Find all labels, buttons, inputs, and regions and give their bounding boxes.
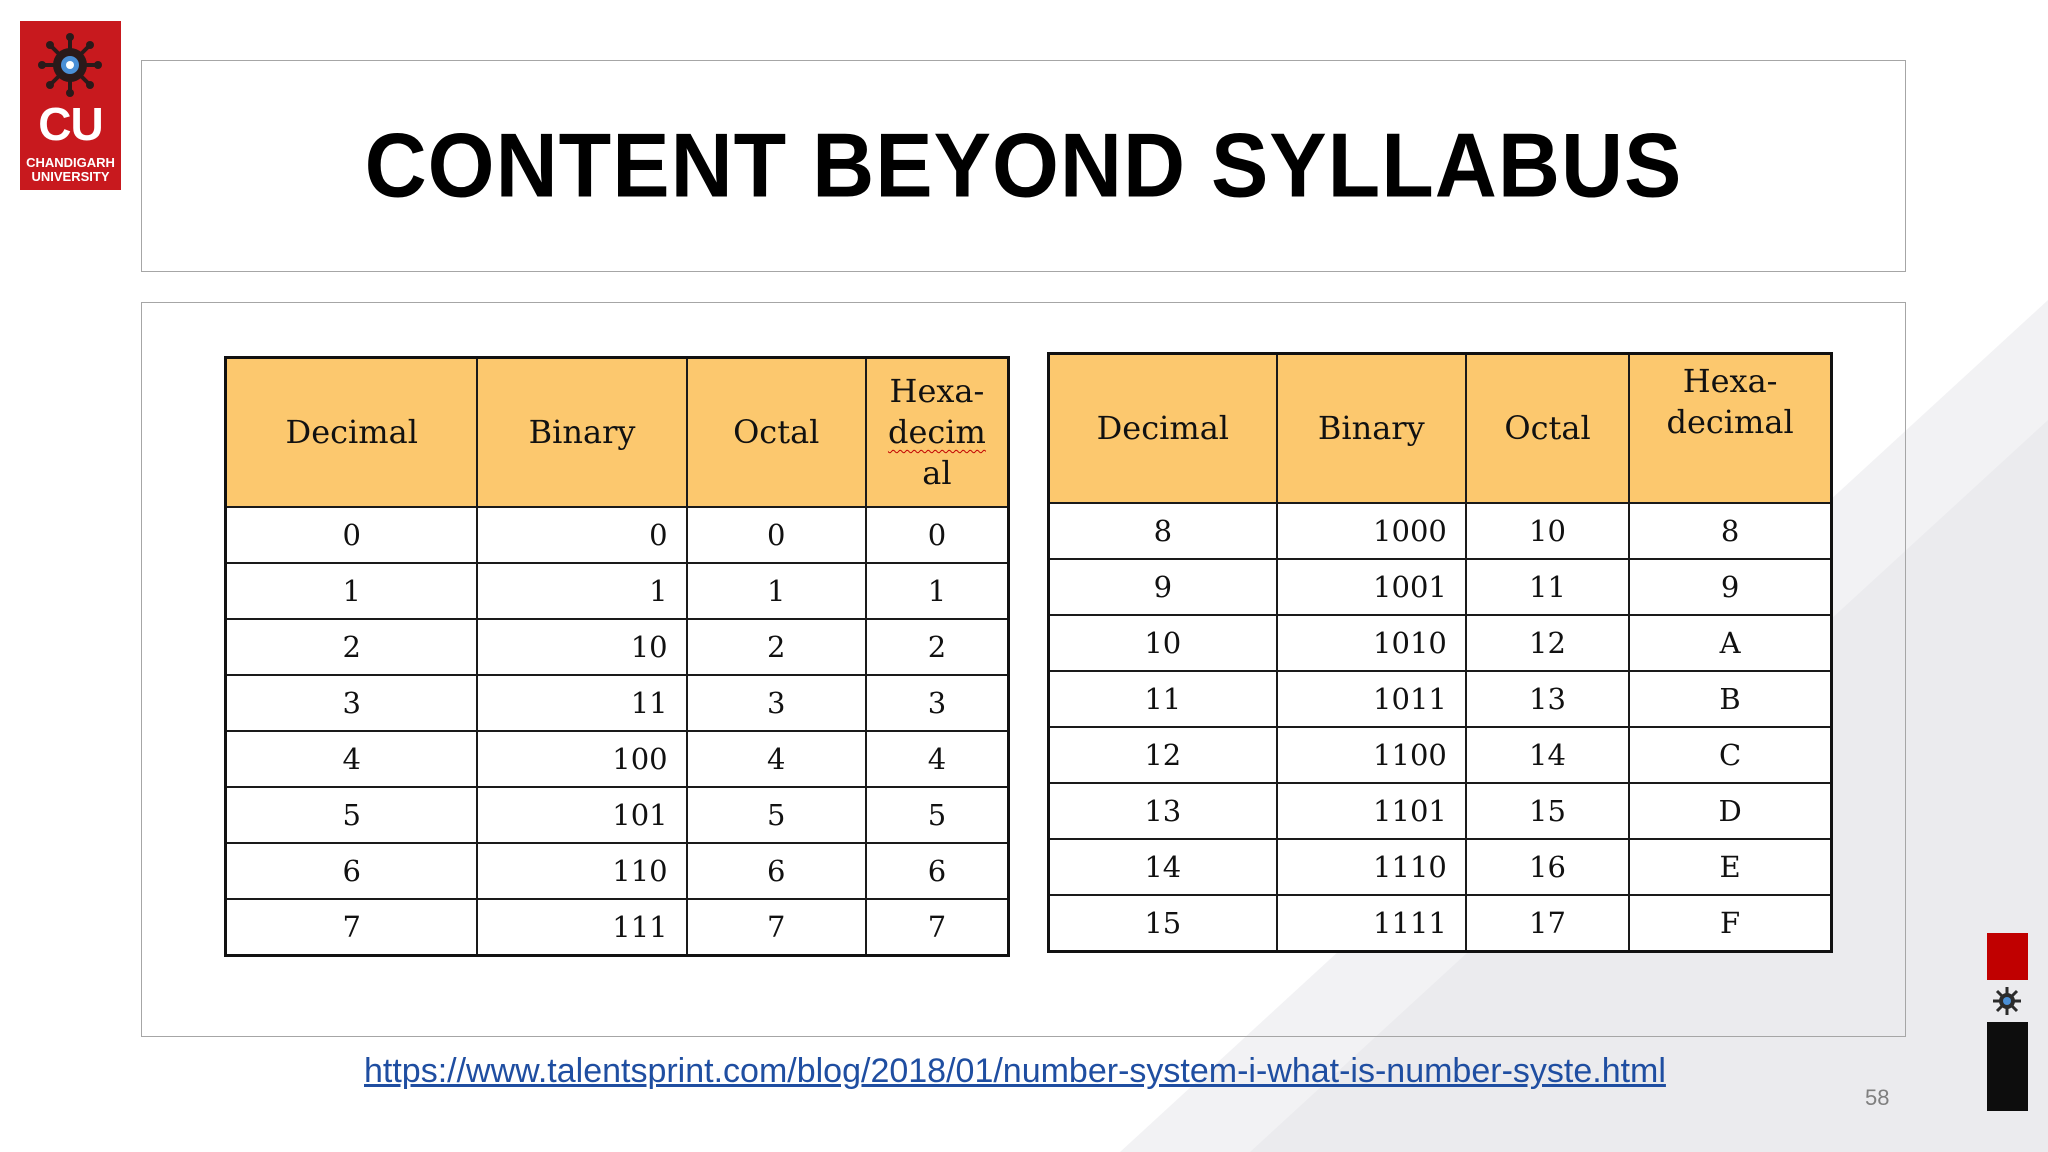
decimal-cell: 12 — [1049, 727, 1277, 783]
hex-cell: 3 — [866, 675, 1009, 731]
decimal-cell: 15 — [1049, 895, 1277, 952]
hex-cell: 1 — [866, 563, 1009, 619]
red-accent-block — [1987, 933, 2028, 980]
header-hex-line-2: decimal — [1666, 403, 1794, 441]
header-binary: Binary — [477, 358, 686, 507]
binary-cell: 1101 — [1277, 783, 1466, 839]
binary-cell: 0 — [477, 507, 686, 563]
conversion-table-left — [224, 356, 1010, 957]
hex-cell: 8 — [1629, 503, 1831, 559]
header-hex-line-3: al — [922, 453, 952, 492]
table-row — [226, 787, 1009, 843]
table-row — [1049, 503, 1832, 559]
gear-icon — [1991, 985, 2023, 1017]
logo-wheel-icon — [38, 33, 102, 97]
binary-cell: 100 — [477, 731, 686, 787]
title-box — [141, 60, 1906, 272]
hex-cell: C — [1629, 727, 1831, 783]
header-binary: Binary — [1277, 354, 1466, 503]
decimal-cell: 8 — [1049, 503, 1277, 559]
chandigarh-university-logo — [20, 21, 121, 190]
octal-cell: 1 — [687, 563, 866, 619]
binary-cell: 1 — [477, 563, 686, 619]
table-header-row — [1049, 354, 1832, 503]
binary-cell: 110 — [477, 843, 686, 899]
hex-cell: E — [1629, 839, 1831, 895]
header-hex-line-2: decim — [887, 412, 986, 451]
decimal-cell: 14 — [1049, 839, 1277, 895]
decimal-cell: 0 — [226, 507, 478, 563]
table-row — [1049, 783, 1832, 839]
octal-cell: 2 — [687, 619, 866, 675]
decimal-cell: 5 — [226, 787, 478, 843]
table-row — [226, 619, 1009, 675]
decimal-cell: 4 — [226, 731, 478, 787]
table-row — [1049, 671, 1832, 727]
logo-line-1: CHANDIGARH — [26, 155, 115, 170]
table-body-right — [1049, 503, 1832, 952]
table-row — [226, 563, 1009, 619]
decimal-cell: 2 — [226, 619, 478, 675]
binary-cell: 111 — [477, 899, 686, 956]
octal-cell: 0 — [687, 507, 866, 563]
table-row — [226, 843, 1009, 899]
decimal-cell: 7 — [226, 899, 478, 956]
logo-university-name — [20, 156, 121, 184]
header-decimal: Decimal — [1049, 354, 1277, 503]
logo-line-2: UNIVERSITY — [31, 169, 110, 184]
slide-title-text: CONTENT BEYOND SYLLABUS — [364, 114, 1683, 217]
octal-cell: 3 — [687, 675, 866, 731]
header-hex-line-1: Hexa- — [889, 371, 985, 410]
source-link[interactable]: https://www.talentsprint.com/blog/2018/01/number-system-i-what-is-number-syste.html — [364, 1052, 1666, 1090]
header-hex-line-1: Hexa- — [1682, 362, 1778, 400]
header-decimal: Decimal — [226, 358, 478, 507]
hex-cell: 0 — [866, 507, 1009, 563]
hex-cell: 6 — [866, 843, 1009, 899]
table-header-row — [226, 358, 1009, 507]
header-octal: Octal — [1466, 354, 1629, 503]
decimal-cell: 1 — [226, 563, 478, 619]
logo-cu-text: CU — [38, 98, 103, 150]
octal-cell: 10 — [1466, 503, 1629, 559]
black-accent-block — [1987, 1022, 2028, 1111]
header-hexadecimal — [1629, 354, 1831, 503]
conversion-table-right — [1047, 352, 1833, 953]
binary-cell: 1011 — [1277, 671, 1466, 727]
hex-cell: B — [1629, 671, 1831, 727]
octal-cell: 4 — [687, 731, 866, 787]
binary-cell: 101 — [477, 787, 686, 843]
octal-cell: 6 — [687, 843, 866, 899]
hex-cell: 5 — [866, 787, 1009, 843]
octal-cell: 13 — [1466, 671, 1629, 727]
decimal-cell: 9 — [1049, 559, 1277, 615]
table-body-left — [226, 507, 1009, 956]
decimal-cell: 6 — [226, 843, 478, 899]
page-number: 58 — [1865, 1085, 1890, 1110]
hex-cell: 2 — [866, 619, 1009, 675]
binary-cell: 1010 — [1277, 615, 1466, 671]
table-row — [1049, 895, 1832, 952]
decimal-cell: 10 — [1049, 615, 1277, 671]
table-row — [226, 899, 1009, 956]
decimal-cell: 13 — [1049, 783, 1277, 839]
binary-cell: 1100 — [1277, 727, 1466, 783]
slide-title — [142, 61, 1905, 271]
binary-cell: 11 — [477, 675, 686, 731]
table-row — [226, 731, 1009, 787]
octal-cell: 11 — [1466, 559, 1629, 615]
hex-cell: 4 — [866, 731, 1009, 787]
octal-cell: 15 — [1466, 783, 1629, 839]
binary-cell: 1001 — [1277, 559, 1466, 615]
hex-cell: 7 — [866, 899, 1009, 956]
hex-cell: D — [1629, 783, 1831, 839]
table-row — [226, 507, 1009, 563]
header-octal: Octal — [687, 358, 866, 507]
table-row — [226, 675, 1009, 731]
binary-cell: 1111 — [1277, 895, 1466, 952]
table-row — [1049, 839, 1832, 895]
octal-cell: 17 — [1466, 895, 1629, 952]
table-row — [1049, 727, 1832, 783]
table-row — [1049, 559, 1832, 615]
binary-cell: 10 — [477, 619, 686, 675]
hex-cell: F — [1629, 895, 1831, 952]
decimal-cell: 3 — [226, 675, 478, 731]
binary-cell: 1000 — [1277, 503, 1466, 559]
octal-cell: 7 — [687, 899, 866, 956]
octal-cell: 5 — [687, 787, 866, 843]
table-row — [1049, 615, 1832, 671]
binary-cell: 1110 — [1277, 839, 1466, 895]
hex-cell: A — [1629, 615, 1831, 671]
octal-cell: 16 — [1466, 839, 1629, 895]
header-hexadecimal — [866, 358, 1009, 507]
decimal-cell: 11 — [1049, 671, 1277, 727]
octal-cell: 12 — [1466, 615, 1629, 671]
octal-cell: 14 — [1466, 727, 1629, 783]
hex-cell: 9 — [1629, 559, 1831, 615]
